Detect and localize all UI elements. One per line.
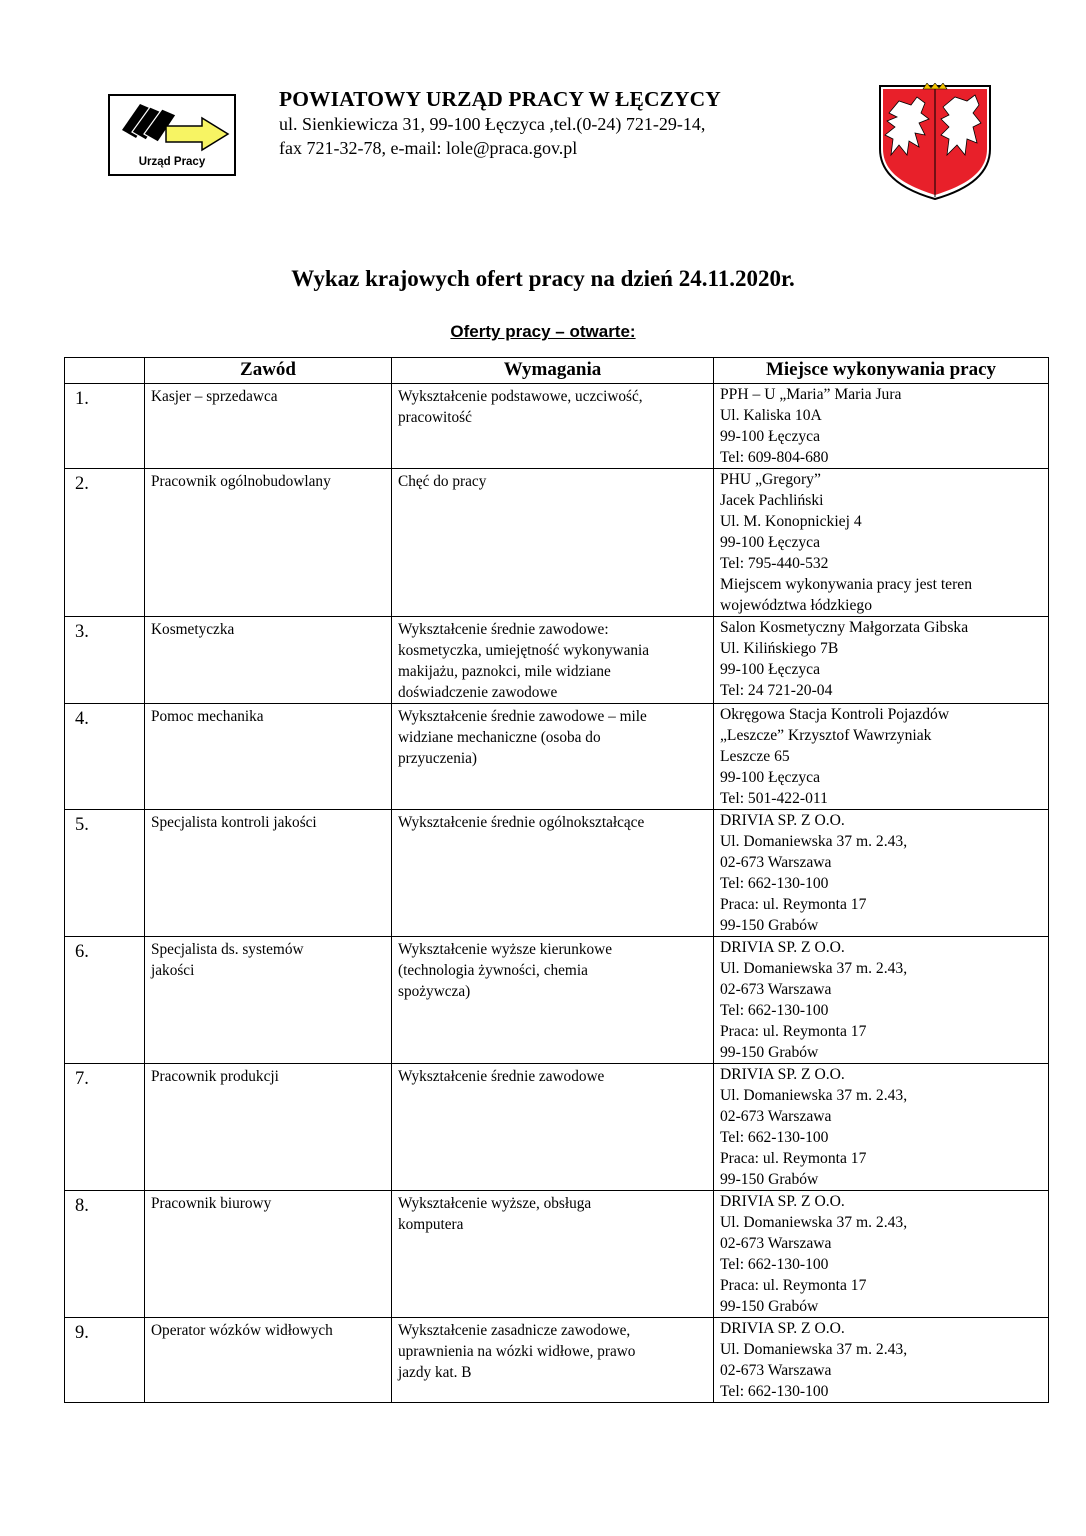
employer-line: „Leszcze” Krzysztof Wawrzyniak [720,727,932,744]
requirements-line: spożywcza) [398,983,471,1000]
employer-line: Tel: 795-440-532 [720,555,829,572]
table-row [65,469,1049,617]
occupation-line: Pracownik biurowy [151,1195,272,1212]
table-row [65,810,1049,937]
row-number: 6. [65,937,145,1064]
urzad-pracy-logo [108,94,236,176]
requirements-cell [392,937,714,1064]
workplace-cell [714,704,1049,810]
workplace-cell [714,469,1049,617]
employer-line: Praca: ul. Reymonta 17 [720,1150,867,1167]
employer-line: 99-150 Grabów [720,1298,819,1315]
workplace-cell [714,617,1049,704]
office-name: POWIATOWY URZĄD PRACY W ŁĘCZYCY [279,87,721,111]
header-workplace: Miejsce wykonywania pracy [714,358,1049,384]
employer-line: Tel: 24 721-20-04 [720,682,833,699]
employer-line: Tel: 609-804-680 [720,449,829,466]
header-occupation: Zawód [145,358,392,384]
row-number: 4. [65,704,145,810]
requirements-line: Wykształcenie zasadnicze zawodowe, [398,1322,631,1339]
row-number: 9. [65,1318,145,1403]
requirements-cell [392,469,714,617]
employer-line: Ul. Domaniewska 37 m. 2.43, [720,1341,908,1358]
employer-line: PHU „Gregory” [720,471,821,488]
table-row [65,937,1049,1064]
occupation-line: Operator wózków widłowych [151,1322,333,1339]
requirements-line: kosmetyczka, umiejętność wykonywania [398,642,650,659]
employer-line: Tel: 662-130-100 [720,1256,829,1273]
row-number: 2. [65,469,145,617]
requirements-line: przyuczenia) [398,750,477,767]
table-row [65,384,1049,469]
row-number: 7. [65,1064,145,1191]
occupation-cell [145,810,392,937]
requirements-cell [392,704,714,810]
employer-line: Jacek Pachliński [720,492,824,509]
employer-line: Ul. Domaniewska 37 m. 2.43, [720,1087,908,1104]
logo-text: Urząd Pracy [138,156,206,168]
employer-line: 02-673 Warszawa [720,854,832,871]
requirements-line: makijażu, paznokci, mile widziane [398,663,611,680]
employer-line: Okręgowa Stacja Kontroli Pojazdów [720,706,950,723]
office-address: ul. Sienkiewicza 31, 99-100 Łęczyca ,tel.(0-24) 721-29-14, [279,114,706,134]
employer-line: Leszcze 65 [720,748,790,765]
requirements-cell [392,384,714,469]
requirements-line: jazdy kat. B [398,1364,472,1381]
employer-line: Ul. Domaniewska 37 m. 2.43, [720,960,908,977]
workplace-cell [714,1318,1049,1403]
urzad-pracy-logo-icon [110,96,234,156]
requirements-cell [392,1318,714,1403]
requirements-line: Wykształcenie średnie zawodowe: [398,621,609,638]
requirements-cell [392,1064,714,1191]
employer-line: 99-150 Grabów [720,917,819,934]
workplace-cell [714,1191,1049,1318]
occupation-line: Pracownik ogólnobudowlany [151,473,331,490]
page-title: Wykaz krajowych ofert pracy na dzień 24.11.2020r. [291,266,795,291]
requirements-line: pracowitość [398,409,472,426]
requirements-line: Wykształcenie wyższe kierunkowe [398,941,612,958]
workplace-cell [714,1064,1049,1191]
employer-line: PPH – U „Maria” Maria Jura [720,386,902,403]
occupation-line: jakości [151,962,195,979]
occupation-cell [145,1191,392,1318]
requirements-line: Wykształcenie podstawowe, uczciwość, [398,388,643,405]
table-row [65,617,1049,704]
employer-line: Ul. Domaniewska 37 m. 2.43, [720,833,908,850]
header-requirements: Wymagania [392,358,714,384]
employer-line: DRIVIA SP. Z O.O. [720,812,845,829]
occupation-line: Specjalista kontroli jakości [151,814,317,831]
employer-line: 99-100 Łęczyca [720,769,821,786]
occupation-line: Kosmetyczka [151,621,235,638]
requirements-cell [392,617,714,704]
occupation-line: Pomoc mechanika [151,708,264,725]
employer-line: 99-100 Łęczyca [720,534,821,551]
employer-line: Praca: ul. Reymonta 17 [720,1023,867,1040]
employer-line: DRIVIA SP. Z O.O. [720,939,845,956]
employer-line: DRIVIA SP. Z O.O. [720,1320,845,1337]
row-number: 1. [65,384,145,469]
row-number: 8. [65,1191,145,1318]
occupation-cell [145,469,392,617]
employer-line: Tel: 501-422-011 [720,790,828,807]
office-contact: fax 721-32-78, e-mail: lole@praca.gov.pl [279,138,578,158]
requirements-line: Wykształcenie średnie zawodowe [398,1068,605,1085]
job-offers-table [64,357,1049,1403]
employer-line: 99-150 Grabów [720,1171,819,1188]
requirements-cell [392,810,714,937]
employer-line: Tel: 662-130-100 [720,875,829,892]
employer-line: Ul. Domaniewska 37 m. 2.43, [720,1214,908,1231]
occupation-line: Specjalista ds. systemów [151,941,304,958]
requirements-line: doświadczenie zawodowe [398,684,558,701]
employer-line: województwa łódzkiego [720,597,872,614]
table-header-row [65,358,1049,384]
requirements-line: widziane mechaniczne (osoba do [398,729,601,746]
employer-line: 02-673 Warszawa [720,981,832,998]
requirements-line: Wykształcenie wyższe, obsługa [398,1195,592,1212]
occupation-cell [145,617,392,704]
requirements-line: (technologia żywności, chemia [398,962,588,979]
employer-line: 02-673 Warszawa [720,1108,832,1125]
requirements-line: uprawnienia na wózki widłowe, prawo [398,1343,636,1360]
workplace-cell [714,384,1049,469]
employer-line: Tel: 662-130-100 [720,1383,829,1400]
row-number: 3. [65,617,145,704]
employer-line: 99-100 Łęczyca [720,428,821,445]
employer-line: 02-673 Warszawa [720,1362,832,1379]
employer-line: 02-673 Warszawa [720,1235,832,1252]
table-row [65,1191,1049,1318]
requirements-line: komputera [398,1216,464,1233]
table-row [65,1064,1049,1191]
employer-line: Praca: ul. Reymonta 17 [720,1277,867,1294]
employer-line: Tel: 662-130-100 [720,1129,829,1146]
section-subtitle: Oferty pracy – otwarte: [450,322,636,341]
table-row [65,704,1049,810]
employer-line: Tel: 662-130-100 [720,1002,829,1019]
occupation-cell [145,704,392,810]
employer-line: Ul. M. Konopnickiej 4 [720,513,862,530]
employer-line: 99-100 Łęczyca [720,661,821,678]
occupation-cell [145,937,392,1064]
employer-line: Ul. Kaliska 10A [720,407,822,424]
employer-line: DRIVIA SP. Z O.O. [720,1066,845,1083]
requirements-line: Wykształcenie średnie zawodowe – mile [398,708,647,725]
row-number: 5. [65,810,145,937]
requirements-line: Wykształcenie średnie ogólnokształcące [398,814,645,831]
occupation-line: Pracownik produkcji [151,1068,279,1085]
employer-line: Miejscem wykonywania pracy jest teren [720,576,973,593]
occupation-cell [145,1318,392,1403]
requirements-cell [392,1191,714,1318]
workplace-cell [714,810,1049,937]
workplace-cell [714,937,1049,1064]
office-header [279,86,859,160]
coat-of-arms-icon [877,83,993,201]
employer-line: Salon Kosmetyczny Małgorzata Gibska [720,619,969,636]
employer-line: 99-150 Grabów [720,1044,819,1061]
requirements-line: Chęć do pracy [398,473,487,490]
employer-line: Praca: ul. Reymonta 17 [720,896,867,913]
employer-line: Ul. Kilińskiego 7B [720,640,839,657]
table-row [65,1318,1049,1403]
occupation-cell [145,1064,392,1191]
occupation-line: Kasjer – sprzedawca [151,388,278,405]
employer-line: DRIVIA SP. Z O.O. [720,1193,845,1210]
header-number [65,358,145,384]
occupation-cell [145,384,392,469]
